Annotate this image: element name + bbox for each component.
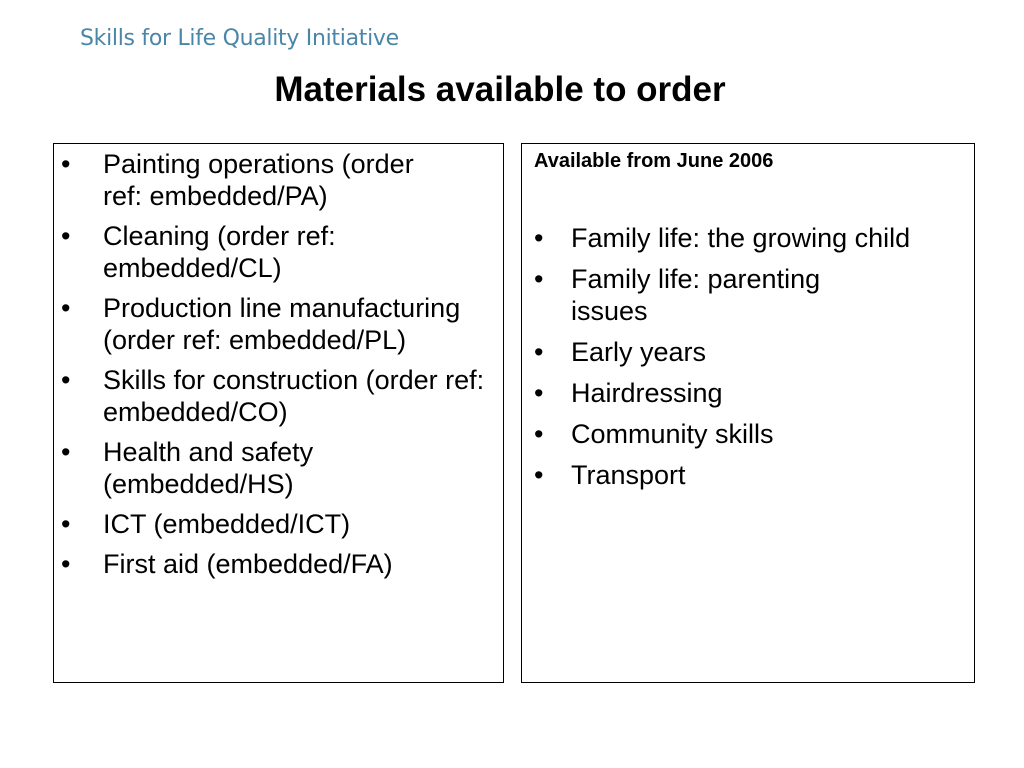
left-materials-list [54,144,503,580]
list-item-text: First aid (embedded/FA) [103,549,393,579]
list-item-text: Community skills [571,419,774,449]
list-item [54,364,493,428]
list-item [522,377,931,409]
list-item [522,222,931,254]
bullet-icon: • [534,264,544,294]
list-item-text: Painting operations (order ref: embedded/PA) [103,149,414,211]
bullet-icon: • [534,378,544,408]
list-item [522,263,901,327]
list-item-text: Production line manufacturing (order ref: embedded/PL) [103,293,461,355]
list-item [54,148,433,212]
list-item [522,459,931,491]
list-item [54,436,433,500]
list-item-text: Early years [571,337,707,367]
bullet-icon: • [61,149,71,179]
bullet-icon: • [534,419,544,449]
list-item-text: ICT (embedded/ICT) [103,509,351,539]
availability-heading: Available from June 2006 [534,150,774,172]
list-item [54,548,503,580]
list-item-text: Family life: parenting issues [571,264,821,326]
list-item-text: Health and safety (embedded/HS) [103,437,314,499]
list-item [54,220,433,284]
bullet-icon: • [534,460,544,490]
bullet-icon: • [61,365,71,395]
list-item-text: Cleaning (order ref: embedded/CL) [103,221,336,283]
bullet-icon: • [61,221,71,251]
bullet-icon: • [534,223,544,253]
bullet-icon: • [61,293,71,323]
list-item-text: Family life: the growing child [571,223,911,253]
bullet-icon: • [61,549,71,579]
list-item-text: Hairdressing [571,378,723,408]
right-materials-list [522,174,974,491]
list-item [54,508,493,540]
brand-logo-text: Skills for Life Quality Initiative [80,26,399,51]
bullet-icon: • [61,509,71,539]
bullet-icon: • [61,437,71,467]
list-item [522,336,931,368]
list-item-text: Transport [571,460,686,490]
list-item [522,418,931,450]
list-item-text: Skills for construction (order ref: embedded/CO) [103,365,485,427]
slide-title: Materials available to order [274,70,726,109]
right-materials-box [521,143,975,683]
list-item [54,292,493,356]
bullet-icon: • [534,337,544,367]
left-materials-box [53,143,504,683]
